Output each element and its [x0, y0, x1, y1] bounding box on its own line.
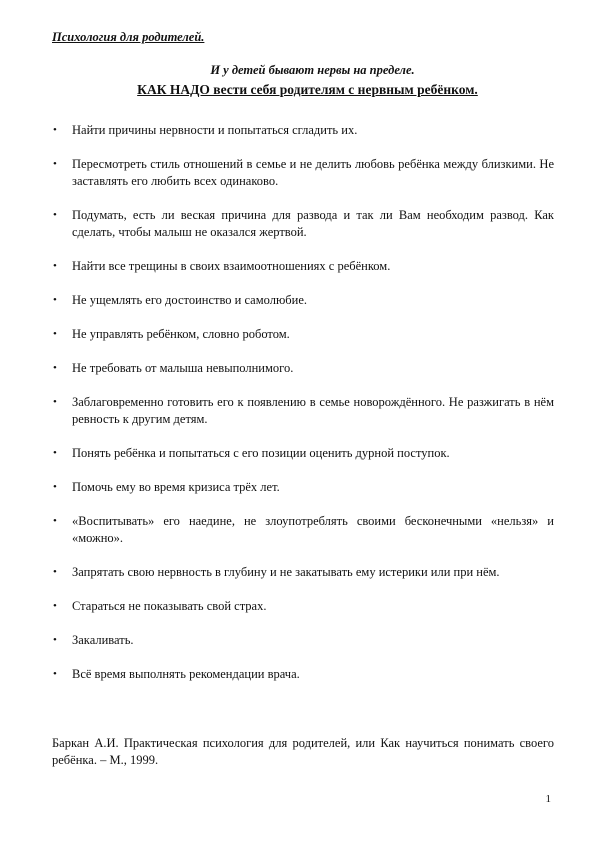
- list-item-text: Не управлять ребёнком, словно роботом.: [72, 327, 290, 341]
- bullet-icon: •: [53, 447, 57, 459]
- list-item: [52, 598, 554, 615]
- list-item: [52, 292, 554, 309]
- citation: Баркан А.И. Практическая психология для родителей, или Как научиться понимать своего ребёнка. – М., 1999.: [52, 736, 554, 767]
- list-item-text: Не ущемлять его достоинство и самолюбие.: [72, 293, 308, 307]
- list-item-text: Не требовать от малыша невыполнимого.: [72, 361, 294, 375]
- bullet-icon: •: [53, 566, 57, 578]
- list-item: [52, 156, 554, 190]
- bullet-icon: •: [53, 124, 57, 136]
- page-title: КАК НАДО вести себя родителям с нервным ребёнком.: [137, 82, 478, 97]
- list-item: [52, 666, 554, 683]
- recommendations-list: [52, 122, 554, 700]
- list-item-text: Заблаговременно готовить его к появлению в семье новорождённого. Не разжигать в нём ревность к другим детям.: [72, 395, 554, 426]
- list-item: [52, 513, 554, 547]
- list-item: [52, 207, 554, 241]
- list-item-text: Пересмотреть стиль отношений в семье и не делить любовь ребёнка между близкими. Не заставлять его любить всех одинаково.: [72, 157, 554, 188]
- list-item: [52, 632, 554, 649]
- list-item-text: Понять ребёнка и попытаться с его позиции оценить дурной поступок.: [72, 446, 450, 460]
- bullet-icon: •: [53, 396, 57, 408]
- list-item: [52, 564, 554, 581]
- list-item: [52, 258, 554, 275]
- bullet-icon: •: [53, 260, 57, 272]
- list-item-text: Найти все трещины в своих взаимоотношениях с ребёнком.: [72, 259, 391, 273]
- bullet-icon: •: [53, 158, 57, 170]
- list-item: [52, 479, 554, 496]
- list-item-text: Подумать, есть ли веская причина для развода и так ли Вам необходим развод. Как сделать, чтобы малыш не оказался жертвой.: [72, 208, 554, 239]
- list-item: [52, 326, 554, 343]
- page-header: Психология для родителей.: [52, 30, 205, 44]
- list-item: [52, 394, 554, 428]
- bullet-icon: •: [53, 362, 57, 374]
- list-item-text: Запрятать свою нервность в глубину и не закатывать ему истерики или при нём.: [72, 565, 500, 579]
- bullet-icon: •: [53, 294, 57, 306]
- bullet-icon: •: [53, 634, 57, 646]
- list-item: [52, 122, 554, 139]
- bullet-icon: •: [53, 668, 57, 680]
- list-item-text: Всё время выполнять рекомендации врача.: [72, 667, 300, 681]
- list-item-text: «Воспитывать» его наедине, не злоупотреблять своими бесконечными «нельзя» и «можно».: [72, 514, 554, 545]
- bullet-icon: •: [53, 209, 57, 221]
- list-item: [52, 360, 554, 377]
- list-item: [52, 445, 554, 462]
- list-item-text: Найти причины нервности и попытаться сгладить их.: [72, 123, 358, 137]
- bullet-icon: •: [53, 515, 57, 527]
- bullet-icon: •: [53, 328, 57, 340]
- bullet-icon: •: [53, 600, 57, 612]
- list-item-text: Помочь ему во время кризиса трёх лет.: [72, 480, 280, 494]
- subtitle: И у детей бывают нервы на пределе.: [210, 63, 415, 77]
- bullet-icon: •: [53, 481, 57, 493]
- page-number: 1: [545, 793, 551, 805]
- list-item-text: Стараться не показывать свой страх.: [72, 599, 267, 613]
- list-item-text: Закаливать.: [72, 633, 134, 647]
